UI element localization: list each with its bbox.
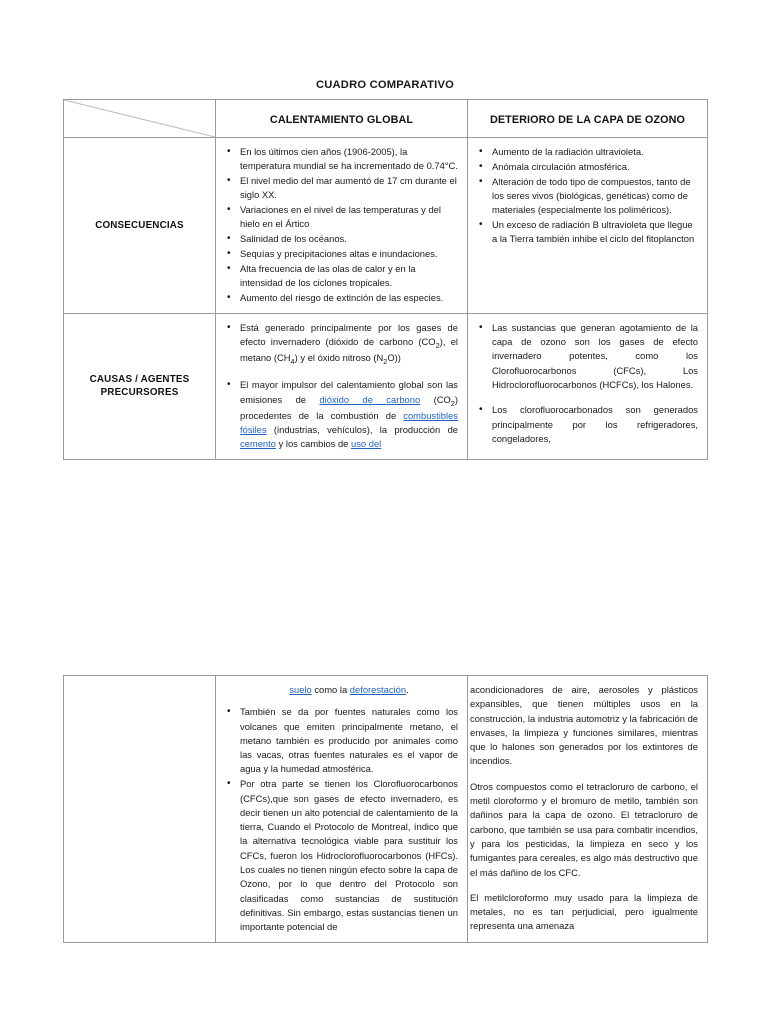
list-item: • Un exceso de radiación B ultravioleta que llegue a la Tierra también inhibe el ciclo del fitoplancton — [492, 218, 698, 247]
list-item: • También se da por fuentes naturales como los volcanes que emiten principalmente metano, el metano también es producido por animales como las vacas, otras fuentes naturales es el vapor de agua y la humedad atmosférica. — [240, 705, 458, 776]
list-item: • Sequías y precipitaciones altas e inundaciones. — [240, 247, 458, 261]
bullet-list — [220, 705, 458, 934]
table-header-row — [64, 100, 708, 138]
row-label-consecuencias: CONSECUENCIAS — [64, 138, 216, 314]
cell-causas-ozono — [468, 313, 708, 459]
link-suelo[interactable]: suelo — [289, 684, 312, 695]
list-item: • Variaciones en el nivel de las temperaturas y del hielo en el Ártico — [240, 203, 458, 232]
table-row-causas-continued — [64, 676, 708, 943]
link-dioxido-de-carbono[interactable]: dióxido de carbono — [319, 393, 421, 405]
list-item: • Alta frecuencia de las olas de calor y en la intensidad de los ciclones tropicales. — [240, 262, 458, 291]
list-item: • El mayor impulsor del calentamiento global son las emisiones de dióxido de carbono $(CO_2)$ procedentes de la combustión de combustibles fósiles (industrias, vehículos), la producción de cemento y los cambios de uso del — [240, 378, 458, 451]
list-item: • Alteración de todo tipo de compuestos, tanto de los seres vivos (biológicas, genéticas) como de materiales (especialmente los poliméricos). — [492, 175, 698, 218]
paragraph: Otros compuestos como el tetracloruro de carbono, el metil cloroformo y el bromuro de metilo, también son dañinos para la capa de ozono. El tetracloruro de carbono, que también se usa para combatir incendios, y para los pesticidas, la limpieza en seco y los fumigantes para cereales, es algo más destructivo que el más dañino de los CFC. — [470, 780, 698, 878]
table-row-causas — [64, 313, 708, 459]
lead-middle-text: como la — [311, 684, 350, 695]
comparison-table-top — [63, 99, 708, 460]
list-item: • El nivel medio del mar aumentó de 17 cm durante el siglo XX. — [240, 174, 458, 203]
list-item: • Aumento de la radiación ultravioleta. — [492, 145, 698, 159]
bullet-list — [220, 321, 458, 452]
paragraph: acondicionadores de aire, aerosoles y plásticos expansibles, que tienen múltiples usos en la construcción, la industria automotriz y la fabricación de envases, la limpieza y funciones similares, mientras que lo halones son generados por los extintores de incendios. — [470, 684, 698, 767]
list-item: • Salinidad de los océanos. — [240, 232, 458, 246]
bullet-list — [472, 321, 698, 446]
list-item: • Está generado principalmente por los gases de efecto invernadero (dióxido de carbono $(CO_2)$, el metano $(CH_4)$ y el óxido nitroso $(N_2O)$) — [240, 321, 458, 368]
comparison-table-continuation — [63, 675, 708, 943]
cell-consecuencias-calentamiento — [216, 138, 468, 314]
link-combustibles-fosiles[interactable]: combustibles fósiles — [240, 409, 458, 436]
list-item: • Los clorofluorocarbonados son generados principalmente por los refrigeradores, congeladores, — [492, 403, 698, 446]
table-corner-cell — [64, 100, 216, 138]
row-label-causas-agentes-precursores: CAUSAS / AGENTES PRECURSORES — [64, 313, 216, 459]
link-uso-del[interactable]: uso del — [351, 438, 382, 450]
lead-suffix-text: . — [406, 684, 409, 695]
table-row-consecuencias — [64, 138, 708, 314]
diagonal-divider-icon — [64, 100, 215, 137]
cell-causas-ozono-continued — [468, 676, 708, 943]
column-header-calentamiento-global: CALENTAMIENTO GLOBAL — [216, 100, 468, 138]
page-title: CUADRO COMPARATIVO — [315, 79, 455, 91]
link-deforestacion[interactable]: deforestación — [349, 684, 407, 695]
link-cemento[interactable]: cemento — [240, 438, 276, 450]
list-item: • Las sustancias que generan agotamiento de la capa de ozono son los gases de efecto invernadero potentes, como los Clorofluorocarbonos (CFCs), Los Hidroclorofluorocarbonos (HCFCs), los Halones. — [492, 321, 698, 392]
paragraph: El metilcloroformo muy usado para la limpieza de metales, no es tan perjudicial, pero igualmente representa una amenaza — [470, 891, 698, 932]
list-item: • En los últimos cien años (1906-2005), la temperatura mundial se ha incrementado de 0.74°C. — [240, 145, 458, 174]
list-item: • Por otra parte se tienen los Clorofluorocarbonos (CFCs),que son gases de efecto invernadero, es decir tienen un alto potencial de calentamiento de la tierra, Cuando el Protocolo de Montreal, índico que la alternativa tecnológica viable para sustituir los CFCs, fueron los Hidroclorofluorocarbonos (HFCs). Los cuales no tienen ningún efecto sobre la capa de Ozono, por lo que dentro del Protocolo son clasificadas como sustancias de sustitución definitivas. Sin embargo, estas sustancias tienen un importante potencial de — [240, 777, 458, 934]
bullet-list — [472, 145, 698, 247]
continuation-lead-line — [240, 683, 458, 697]
cell-consecuencias-ozono — [468, 138, 708, 314]
list-item: • Anómala circulación atmosférica. — [492, 160, 698, 174]
cell-causas-calentamiento — [216, 313, 468, 459]
list-item: • Aumento del riesgo de extinción de las especies. — [240, 291, 458, 305]
cell-causas-calentamiento-continued — [216, 676, 468, 943]
row-label-empty-continued — [64, 676, 216, 943]
column-header-deterioro-capa-ozono: DETERIORO DE LA CAPA DE OZONO — [468, 100, 708, 138]
bullet-list — [220, 145, 458, 305]
